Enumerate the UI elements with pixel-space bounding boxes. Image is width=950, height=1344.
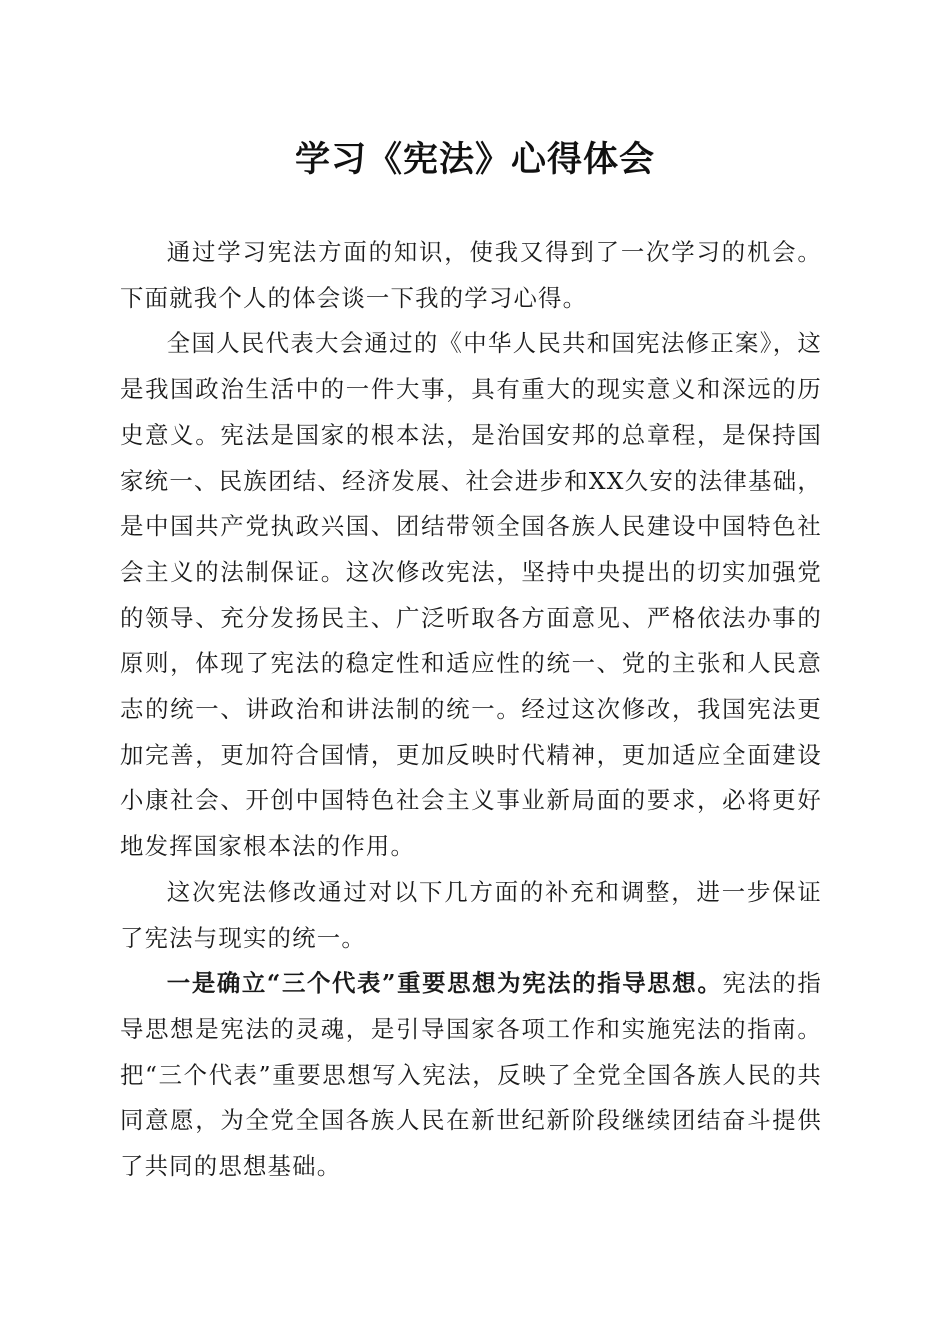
paragraph-amendment-significance: 全国人民代表大会通过的《中华人民共和国宪法修正案》，这是我国政治生活中的一件大事，具有重大的现实意义和深远的历史意义。宪法是国家的根本法，是治国安邦的总章程，是保持国家统一、民族团结、经济发展、社会进步和XX久安的法律基础，是中国共产党执政兴国、团结带领全国各族人民建设中国特色社会主义的法制保证。这次修改宪法，坚持中央提出的切实加强党的领导、充分发扬民主、广泛听取各方面意见、严格依法办事的原则，体现了宪法的稳定性和适应性的统一、党的主张和人民意志的统一、讲政治和讲法制的统一。经过这次修改，我国宪法更加完善，更加符合国情，更加反映时代精神，更加适应全面建设小康社会、开创中国特色社会主义事业新局面的要求，必将更好地发挥国家根本法的作用。 bbox=[120, 329, 822, 861]
paragraph-amendment-aspects: 这次宪法修改通过对以下几方面的补充和调整，进一步保证了宪法与现实的统一。 bbox=[120, 877, 822, 952]
document-title: 学习《宪法》心得体会 bbox=[294, 139, 655, 180]
paragraph-intro: 通过学习宪法方面的知识，使我又得到了一次学习的机会。下面就我个人的体会谈一下我的学习心得。 bbox=[120, 238, 822, 312]
paragraph-guiding-thought bbox=[120, 961, 822, 1190]
paragraph-body-text: 宪法的指导思想是宪法的灵魂，是引导国家各项工作和实施宪法的指南。把“三个代表”重要思想写入宪法，反映了全党全国各族人民的共同意愿，为全党全国各族人民在新世纪新阶段继续团结奋斗提供了共同的思想基础。 bbox=[120, 969, 822, 1181]
paragraph-lead-sentence: 一是确立“三个代表”重要思想为宪法的指导思想。 bbox=[166, 969, 723, 998]
document-body bbox=[120, 230, 822, 1190]
